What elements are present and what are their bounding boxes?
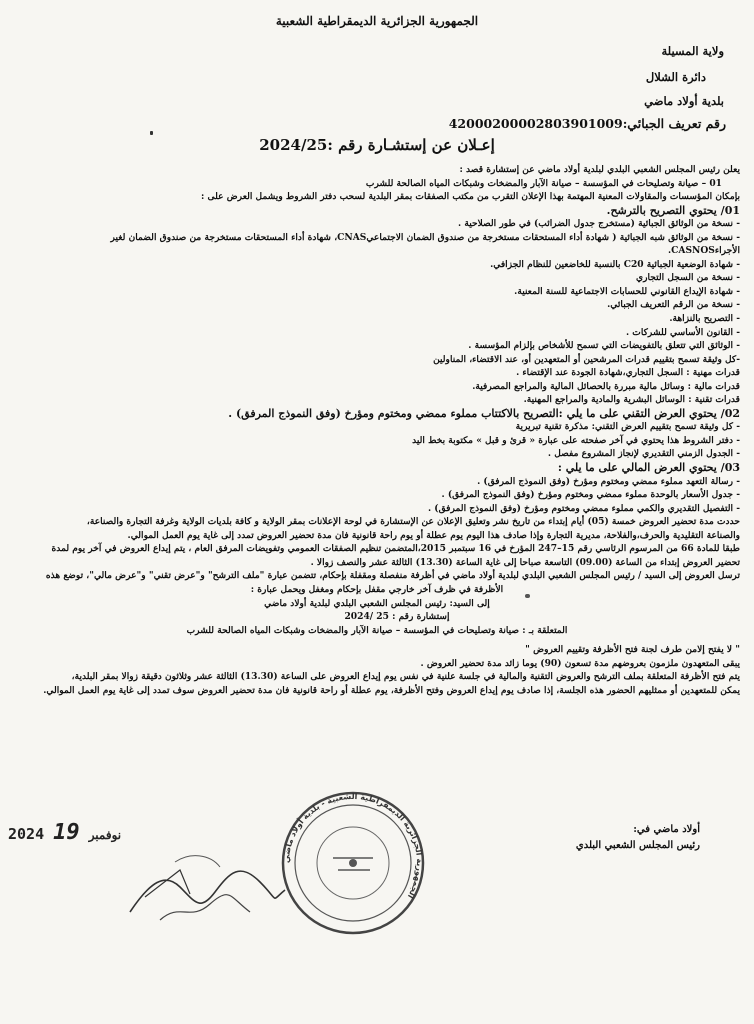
body-line: - التفصيل التقديري والكمي مملوء ممضي ومختوم ومؤرخ (وفق النموذج المرفق) .: [427, 502, 740, 514]
handwritten-day: 19: [53, 820, 80, 845]
body-line: 03/ يحتوي العرض المالي على ما يلي :: [557, 461, 740, 475]
body-line: تحضير العروض إبتداء من الساعة (09.00) التاسعة صباحا إلى غاية الساعة (13.30) الثالثة عشر والنصف زوالا .: [310, 556, 740, 568]
official-seal: [278, 788, 428, 938]
body-line: - القانون الأساسي للشركات .: [625, 326, 740, 338]
body-line: إستشارة رقم : 25 /2024: [344, 611, 450, 623]
body-line: قدرات مهنية : السجل التجاري،شهادة الجودة عند الإقتضاء .: [516, 367, 740, 379]
signature-place: أولاد ماضي في:: [633, 824, 700, 835]
speck-mark: [525, 594, 530, 598]
body-line: - التصريح بالنزاهة.: [669, 313, 740, 325]
body-line: المتعلقة بـ : صيانة وتصليحات في المؤسسة – صيانة الآبار والمضخات وشبكات المياه الصالحة للشرب: [186, 624, 568, 636]
body-line: إلى السيد: رئيس المجلس الشعبي البلدي لبلدية أولاد ماضي: [264, 597, 490, 609]
body-line: يمكن للمتعهدين أو ممثليهم الحضور هذه الجلسة، إذا صادف يوم إيداع العروض وفتح الأظرفة، يوم عطلة أو راحة قانونية فان مدة تحضير العروض سوف تمدد إلى غاية يوم العمل الموالي.: [43, 684, 740, 696]
speck-mark: [150, 131, 153, 135]
signature-title: رئيس المجلس الشعبي البلدي: [575, 840, 700, 851]
tax-id-label: رقم تعريف الجبائي:420002000028039010​09: [448, 116, 726, 131]
body-line: - دفتر الشروط هذا يحتوي في آخر صفحته على عبارة « قرئ و قبل » مكتوبة بخط اليد: [412, 434, 740, 446]
body-line: - نسخة من السجل التجاري: [636, 272, 740, 284]
body-line: - شهادة الإيداع القانوني للحسابات الاجتماعية للسنة المعنية.: [514, 285, 740, 297]
daira-label: دائرة الشلال: [645, 70, 706, 84]
body-line: -كل وثيقة تسمح بتقييم قدرات المرشحين أو المتعهدين أو، عند الاقتضاء، المناولين: [433, 353, 740, 365]
announcement-title: إعـلان عن إستشـارة رقم :2024/25: [259, 136, 495, 154]
announcement-body: [14, 163, 740, 697]
body-line: ترسل العروض إلى السيد / رئيس المجلس الشعبي البلدي لبلدية أولاد ماضي في أظرفة منفصلة ومقفلة بإحكام، تتضمن عبارة "ملف الترشح" و"عرض تقني" و"عرض مالي"، توضع هذه: [45, 570, 740, 582]
body-line: - رسالة التعهد مملوء ممضي ومختوم ومؤرخ (وفق النموذج المرفق) .: [477, 475, 740, 487]
body-line: والصناعة التقليدية والحرف،والفلاحة، مديرية التجارة وإذا صادف هذا اليوم يوم عطلة أو يوم راحة قانونية فان مدة تحضير العروض تمدد إلى غاية يوم العمل الموالي.: [127, 529, 740, 541]
republic-heading: الجمهورية الجزائرية الديمقراطية الشعبية: [275, 14, 479, 28]
body-line: - الوثائق التي تتعلق بالتفويضات التي تسمح للأشخاص بإلزام المؤسسة .: [468, 340, 740, 352]
handwritten-signature: [120, 842, 290, 932]
signature-block: [576, 822, 700, 854]
seal-text: الجمهورية الجزائرية الديمقراطية الشعبية - بلدية أولاد ماضي: [281, 791, 425, 900]
body-line: - كل وثيقة تسمح بتقييم العرض التقني: مذكرة تقنية تبريرية: [515, 421, 740, 433]
body-line: - الجدول الزمني التقديري لإنجاز المشروع مفصل .: [547, 448, 740, 460]
body-line: 01/ يحتوي التصريح بالترشح.: [606, 203, 740, 217]
body-line: - جدول الأسعار بالوحدة مملوء ممضي ومختوم ومؤرخ (وفق النموذج المرفق) .: [441, 489, 740, 501]
handwritten-month: نوفمبر: [88, 828, 122, 842]
body-line: يعلن رئيس المجلس الشعبي البلدي لبلدية أولاد ماضي عن إستشارة قصد :: [459, 164, 740, 175]
body-line: حددت مدة تحضير العروض خمسة (05) أيام إبتداء من تاريخ نشر وتعليق الإعلان عن الإستشارة في لوحة الإعلانات بمقر الولاية و كافة بلديات الولاية وغرفة التجارة والصناعة،: [86, 516, 740, 528]
body-line: قدرات تقنية : الوسائل البشرية والمادية والمراجع المهنية.: [523, 394, 740, 406]
body-line: 01 – صيانة وتصليحات في المؤسسة – صيانة الآبار والمضخات وشبكات المياه الصالحة للشرب: [365, 177, 722, 189]
body-line: - نسخة من الوثائق الجبائية (مستخرج جدول الضرائب) في طور الصلاحية .: [458, 218, 740, 230]
svg-text:الجمهورية الجزائرية الديمقراطي: [282, 792, 424, 900]
body-line: بإمكان المؤسسات والمقاولات المعنية المهتمة بهذا الإعلان التقرب من مكتب الصفقات بمقر البلدية لسحب دفتر الشروط ويشمل العرض على :: [200, 191, 740, 203]
body-line: - نسخة من الوثائق شبه الجبائية ( شهادة أداء المستحقات مستخرجة من صندوق الضمان الاجتماعيCNAS، شهادة أداء المستحقات مستخرجة من صندوق الضمان لغير: [110, 231, 740, 243]
body-line: طبقا للمادة 66 من المرسوم الرئاسي رقم 15–247 المؤرخ في 16 سبتمبر 2015،المتضمن تنظيم الصفقات العمومي وتفويضات المرفق العام ، يتم إيداع العروض في آخر يوم لمدة: [51, 543, 740, 555]
handwritten-year: 2024: [8, 825, 45, 843]
body-line: الأظرفة في ظرف آخر خارجي مقفل بإحكام ومغفل ويحمل عبارة :: [250, 583, 504, 595]
body-line: الأجراءCASNOS.: [668, 245, 740, 257]
body-line: قدرات مالية : وسائل مالية مبررة بالحصائل المالية والمراجع المصرفية.: [472, 380, 740, 392]
body-line: يبقى المتعهدون ملزمون بعروضهم مدة تسعون (90) يوما زائد مدة تحضير العروض .: [420, 657, 740, 669]
commune-label: بلدية أولاد ماضي: [644, 94, 724, 108]
body-line: 02/ يحتوي العرض التقني على ما يلي :التصريح بالاكتتاب مملوء ممضي ومختوم ومؤرخ (وفق النموذج المرفق) .: [228, 406, 740, 420]
wilaya-label: ولاية المسيلة: [661, 44, 724, 58]
body-line: " لا يفتح إلامن طرف لجنة فتح الأظرفة وتقييم العروض ": [525, 644, 740, 656]
body-line: - شهادة الوضعية الجبائية C20 بالنسبة للخاضعين للنظام الجزافي.: [490, 258, 740, 270]
handwritten-date: [8, 820, 121, 845]
body-line: يتم فتح الأظرفة المتعلقة بملف الترشح والعروض التقنية والمالية في جلسة علنية في نفس يوم إيداع العروض على الساعة (13.30) الثالثة عشر وثلاثون دقيقة زوالا بمقر البلدية،: [71, 671, 740, 683]
body-line: - نسخة من الرقم التعريف الجبائي.: [607, 299, 740, 311]
